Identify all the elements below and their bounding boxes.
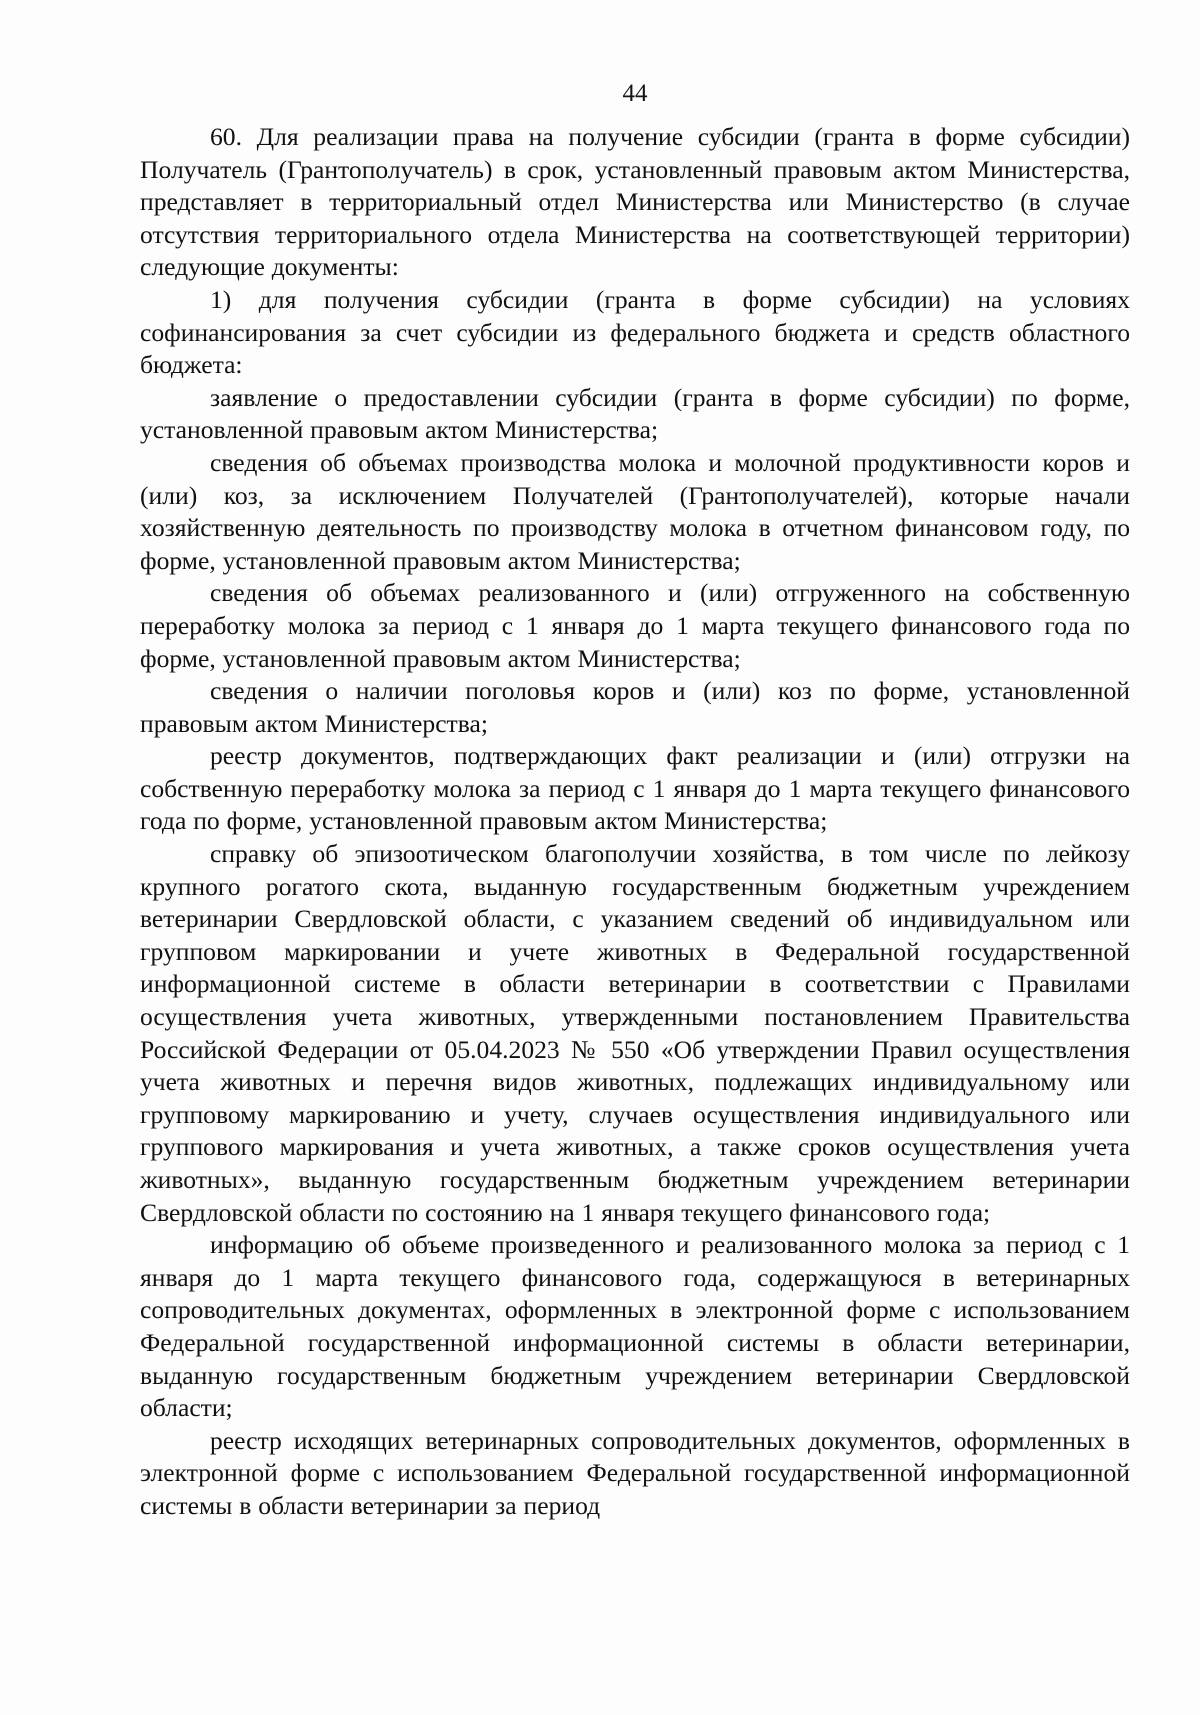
paragraph-livestock: сведения о наличии поголовья коров и (или) коз по форме, установленной правовым актом Министерства; [140,676,1130,738]
paragraph-item-1: 1) для получения субсидии (гранта в форме субсидии) на условиях софинансирования за счет субсидии из федерального бюджета и средств областного бюджета: [140,284,1130,380]
paragraph-registry: реестр документов, подтверждающих факт реализации и (или) отгрузки на собственную переработку молока за период с 1 января до 1 марта текущего финансового года по форме, установленной правовым актом Министерства; [140,741,1130,836]
paragraph-milk-production: сведения об объемах производства молока и молочной продуктивности коров и (или) коз, за исключением Получателей (Грантополучателей), которые начали хозяйственную деятельность по производству молока в отчетном финансовом году, по форме, установленной правовым актом Министерства; [140,447,1130,575]
document-body [140,121,1130,1523]
paragraph-milk-sales: сведения об объемах реализованного и (или) отгруженного на собственную переработку молока за период с 1 января до 1 марта текущего финансового года по форме, установленной правовым актом Министерства; [140,578,1130,673]
paragraph-60-intro: 60. Для реализации права на получение субсидии (гранта в форме субсидии) Получатель (Грантополучатель) в срок, установленный правовым актом Министерства, представляет в территориальный отдел Министерства или Министерство (в случае отсутствия территориального отдела Министерства на соответствующей территории) следующие документы: [140,122,1130,282]
paragraph-milk-info: информацию об объеме произведенного и реализованного молока за период с 1 января до 1 марта текущего финансового года, содержащуюся в ветеринарных сопроводительных документах, оформленных в электронной форме с использованием Федеральной государственной информационной системы в области ветеринарии, выданную государственным бюджетным учреждением ветеринарии Свердловской области; [140,1230,1130,1423]
paragraph-application: заявление о предоставлении субсидии (гранта в форме субсидии) по форме, установленной правовым актом Министерства; [140,382,1130,445]
paragraph-vet-certificate: справку об эпизоотическом благополучии хозяйства, в том числе по лейкозу крупного рогатого скота, выданную государственным бюджетным учреждением ветеринарии Свердловской области, с указанием сведений об индивидуальном или групповом маркировании и учете животных в Федеральной государственной информационной системе в области ветеринарии в соответствии с Правилами осуществления учета животных, утвержденными постановлением Правительства Российской Федерации от 05.04.2023 № 550 «Об утверждении Правил осуществления учета животных и перечня видов животных, подлежащих индивидуальному или групповому маркированию и учету, случаев осуществления индивидуального или группового маркирования и учета животных, а также сроков осуществления учета животных», выданную государственным бюджетным учреждением ветеринарии Свердловской области по состоянию на 1 января текущего финансового года; [140,839,1130,1227]
paragraph-vet-registry: реестр исходящих ветеринарных сопроводительных документов, оформленных в электронной форме с использованием Федеральной государственной информационной системы в области ветеринарии за период [140,1425,1130,1520]
page-number: 44 [622,80,648,107]
